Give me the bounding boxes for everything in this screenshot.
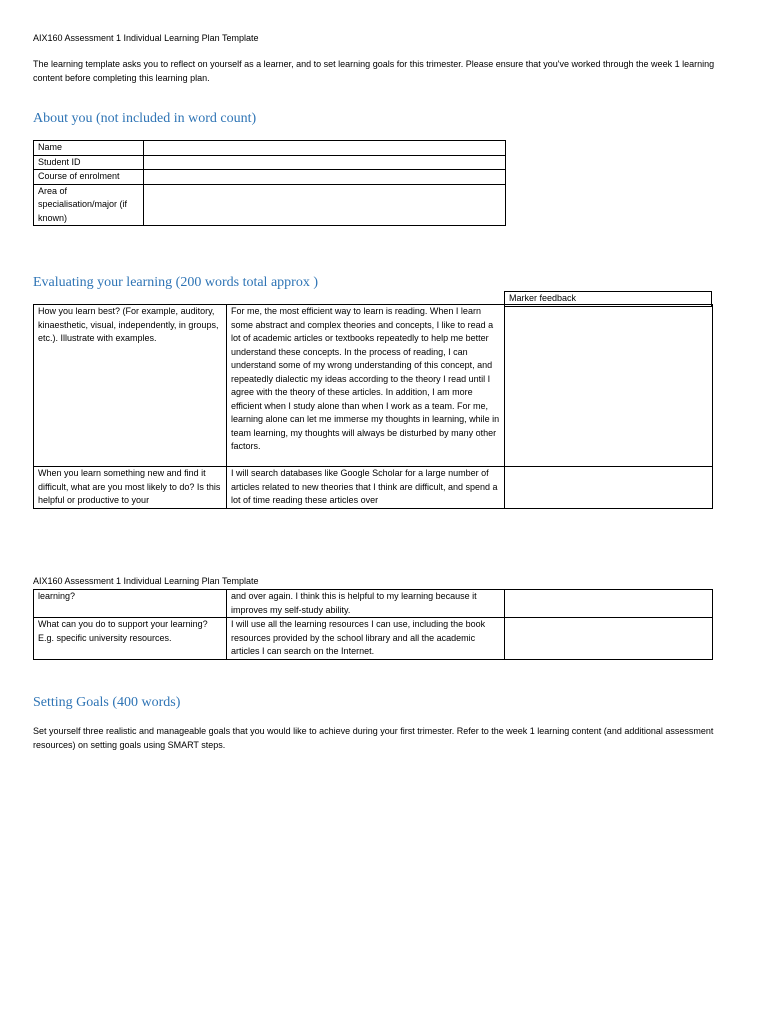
about-row-name (34, 141, 506, 156)
about-you-table (33, 140, 506, 226)
feedback-cell[interactable] (505, 618, 713, 660)
feedback-cell[interactable] (505, 305, 713, 467)
about-row-student-id (34, 155, 506, 170)
marker-feedback-label: Marker feedback (505, 292, 712, 307)
course-field[interactable] (144, 170, 506, 185)
answer-cell[interactable]: For me, the most efficient way to learn is reading. When I learn some abstract and complex theories and concepts, I like to read a lot of academic articles or textbooks repeatedly to help me better understand these concepts. In the process of reading, I can understand some of my wrong understanding of this concept, and repeatedly dialectic my ideas according to the theory I read until I agree with the theory of these articles. In addition, I am more efficient when I study alone than when I work as a team. For me, learning alone can let me immerse my thoughts in learning, while in team learning, my thoughts will always be disturbed by many other factors. (227, 305, 505, 467)
about-label: Course of enrolment (34, 170, 144, 185)
about-label: Area of specialisation/major (if known) (34, 184, 144, 226)
evaluating-table (33, 304, 713, 509)
about-label: Student ID (34, 155, 144, 170)
evaluating-heading: Evaluating your learning (200 words total approx ) (33, 275, 318, 290)
question-cell: learning? (34, 590, 227, 618)
about-label: Name (34, 141, 144, 156)
feedback-cell[interactable] (505, 590, 713, 618)
goals-paragraph: Set yourself three realistic and manageable goals that you would like to achieve during your first trimester. Refer to the week 1 learning content (and additional assessment resources) on setting goals using SMART steps. (33, 726, 714, 750)
answer-cell[interactable]: I will search databases like Google Scholar for a large number of articles related to new theories that I think are difficult, and spend a lot of time reading these articles over (227, 467, 505, 509)
table-row (34, 618, 713, 660)
document-header: AIX160 Assessment 1 Individual Learning Plan Template (33, 576, 259, 586)
setting-goals-heading: Setting Goals (400 words) (33, 695, 181, 710)
name-field[interactable] (144, 141, 506, 156)
table-row (34, 305, 713, 467)
answer-cell[interactable]: and over again. I think this is helpful to my learning because it improves my self-study ability. (227, 590, 505, 618)
evaluating-table-continued (33, 589, 713, 660)
question-cell: What can you do to support your learning? E.g. specific university resources. (34, 618, 227, 660)
feedback-cell[interactable] (505, 467, 713, 509)
about-row-course (34, 170, 506, 185)
about-you-heading: About you (not included in word count) (33, 111, 257, 126)
table-row (34, 467, 713, 509)
question-cell: How you learn best? (For example, auditory, kinaesthetic, visual, independently, in groups, etc.). Illustrate with examples. (34, 305, 227, 467)
table-row (34, 590, 713, 618)
document-header: AIX160 Assessment 1 Individual Learning Plan Template (33, 33, 259, 43)
intro-paragraph: The learning template asks you to reflect on yourself as a learner, and to set learning goals for this trimester. Please ensure that you've worked through the week 1 learning content before completing this learning plan. (33, 59, 715, 83)
student-id-field[interactable] (144, 155, 506, 170)
specialisation-field[interactable] (144, 184, 506, 226)
question-cell: When you learn something new and find it difficult, what are you most likely to do? Is this helpful or productive to your (34, 467, 227, 509)
about-row-specialisation (34, 184, 506, 226)
answer-cell[interactable]: I will use all the learning resources I can use, including the book resources provided by the school library and all the academic articles I can search on the Internet. (227, 618, 505, 660)
